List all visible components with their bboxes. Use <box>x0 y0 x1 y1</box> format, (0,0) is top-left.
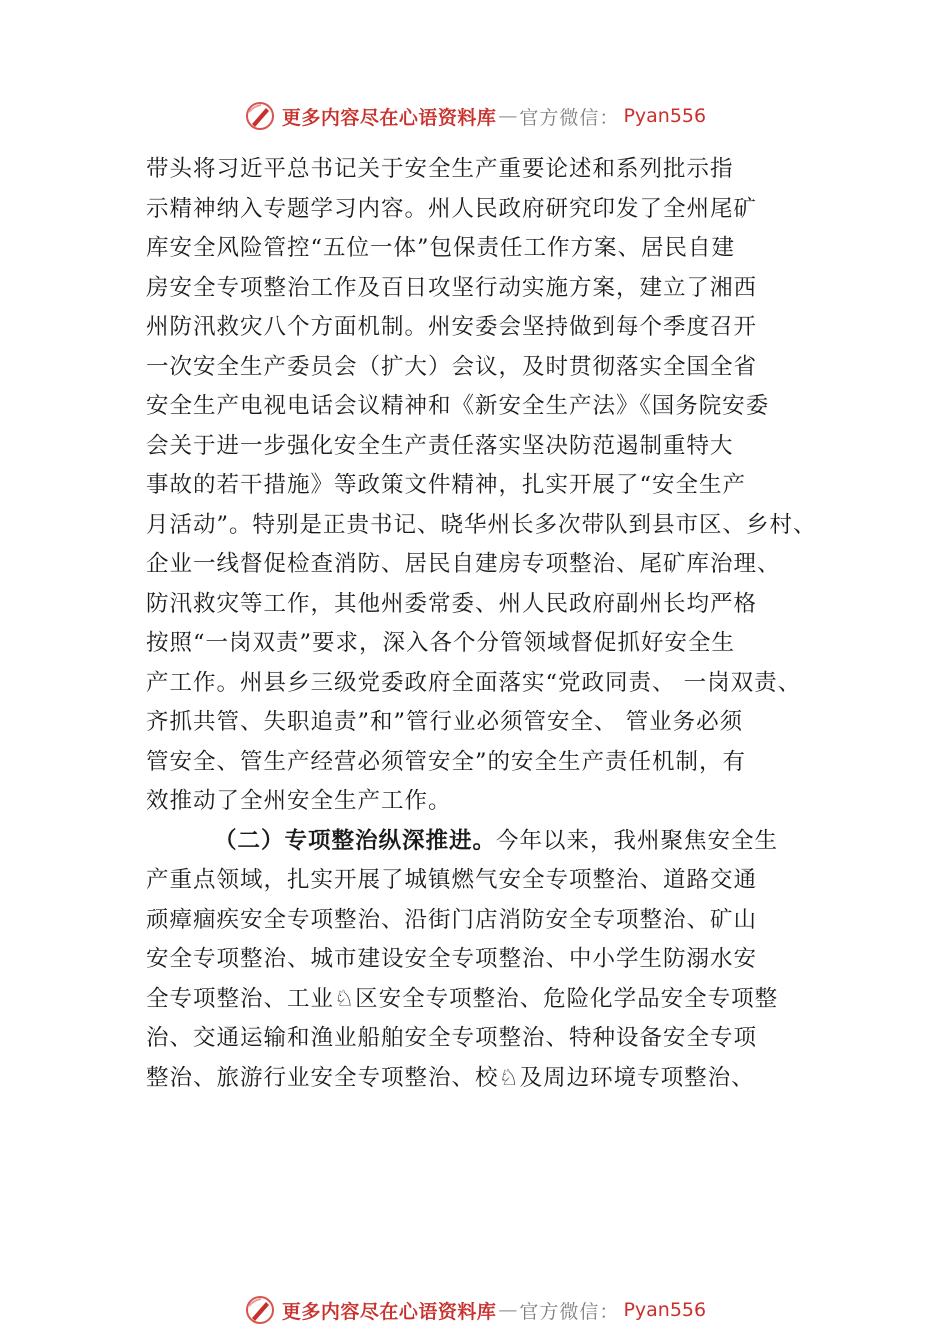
watermark-wechat-id: Pyan556 <box>623 1299 707 1321</box>
footer-watermark <box>0 1290 950 1330</box>
text-line: 一次安全生产委员会（扩大）会议，及时贯彻落实全国全省 <box>146 353 758 380</box>
text-line: 企业一线督促检查消防、居民自建房专项整治、尾矿库治理、 <box>146 551 781 577</box>
text-line: 示精神纳入专题学习内容。州人民政府研究印发了全州尾矿 <box>146 195 758 222</box>
watermark-wechat-id: Pyan556 <box>623 105 707 127</box>
pen-logo-icon <box>244 100 276 132</box>
text-line: 产重点领域，扎实开展了城镇燃气安全专项整治、道路交通 <box>146 867 758 893</box>
text-line: 事故的若干措施》等政策文件精神，扎实开展了“安全生产 <box>146 472 747 498</box>
text-line: 全专项整治、工业♘区安全专项整治、危险化学品安全专项整 <box>146 985 779 1012</box>
watermark-separator: — <box>498 1299 518 1321</box>
text-line: 带头将习近平总书记关于安全生产重要论述和系列批示指 <box>146 156 734 182</box>
text-line: 治、交通运输和渔业船舶安全专项整治、特种设备安全专项 <box>146 1025 758 1051</box>
text-line: 顽瘴痼疾安全专项整治、沿街门店消防安全专项整治、矿山 <box>146 906 758 933</box>
section-2-first-line <box>146 822 826 862</box>
watermark-main-text: 更多内容尽在心语资料库 <box>281 106 497 129</box>
text-line: 安全专项整治、城市建设安全专项整治、中小学生防溺水安 <box>146 946 758 972</box>
text-line: 产工作。州县乡三级党委政府全面落实“党政同责、 一岗双责、 <box>146 669 802 696</box>
text-line: 房安全专项整治工作及百日攻坚行动实施方案，建立了湘西 <box>146 274 758 301</box>
watermark-main-text: 更多内容尽在心语资料库 <box>281 1300 497 1323</box>
section-2-intro: 今年以来，我州聚焦安全生 <box>496 827 779 854</box>
document-body <box>146 150 826 1098</box>
text-line: 月活动”。特别是正贵书记、晓华州长多次带队到县市区、乡村、 <box>146 511 817 538</box>
text-line: 防汛救灾等工作，其他州委常委、州人民政府副州长均严格 <box>146 590 758 617</box>
text-line: 齐抓共管、失职追责”和”管行业必须管安全、 管业务必须 <box>146 709 744 735</box>
text-line: 管安全、管生产经营必须管安全”的安全生产责任机制，有 <box>146 748 747 775</box>
header-watermark <box>0 96 950 136</box>
pen-logo-icon <box>244 1294 276 1326</box>
watermark-official-label: 官方微信： <box>519 1300 620 1323</box>
section-2-heading: （二）专项整治纵深推进。 <box>214 827 497 854</box>
text-line: 会关于进一步强化安全生产责任落实坚决防范遏制重特大 <box>146 432 734 459</box>
watermark-separator: — <box>498 105 518 127</box>
text-line: 安全生产电视电话会议精神和《新安全生产法》《国务院安委 <box>146 393 770 419</box>
text-line: 库安全风险管控“五位一体”包保责任工作方案、居民自建 <box>146 235 736 261</box>
text-line: 效推动了全州安全生产工作。 <box>146 788 452 814</box>
watermark-official-label: 官方微信： <box>519 106 620 129</box>
text-line: 整治、旅游行业安全专项整治、校♘及周边环境专项整治、 <box>146 1064 755 1091</box>
text-line: 按照“一岗双责”要求，深入各个分管领域督促抓好安全生 <box>146 630 736 656</box>
text-line: 州防汛救灾八个方面机制。州安委会坚持做到每个季度召开 <box>146 314 758 340</box>
